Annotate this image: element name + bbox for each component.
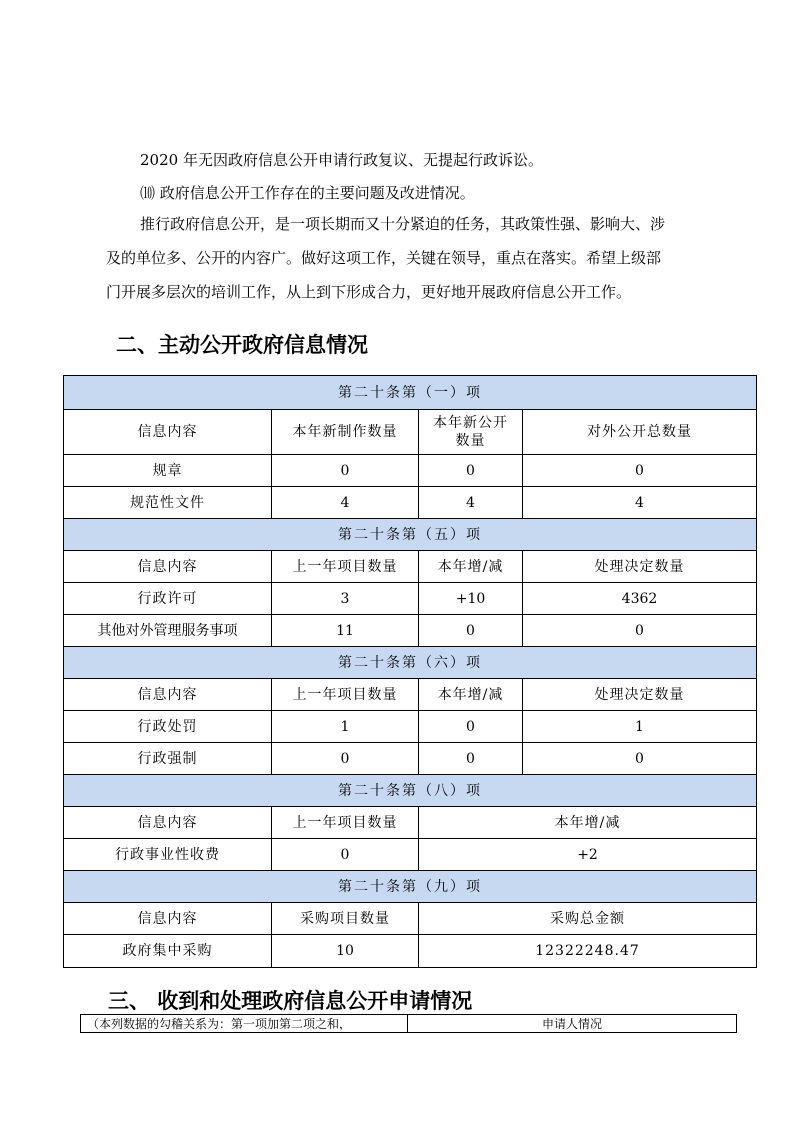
header-prev-year: 上一年项目数量 xyxy=(272,679,419,711)
row-label: 政府集中采购 xyxy=(64,935,272,968)
table-row xyxy=(64,615,757,647)
cell-value: 4 xyxy=(523,487,757,519)
cell-value: 11 xyxy=(272,615,419,647)
cell-value: 0 xyxy=(272,455,419,487)
cell-value: 0 xyxy=(419,743,523,775)
band-art-8: 第二十条第（八）项 xyxy=(64,775,757,807)
cell-value: +10 xyxy=(419,583,523,615)
intro-line-4: 及的单位多、公开的内容广。做好这项工作，关键在领导，重点在落实。希望上级部 xyxy=(106,249,662,267)
band-row xyxy=(64,775,757,807)
cell-value: 3 xyxy=(272,583,419,615)
header-row xyxy=(64,903,757,935)
row-label: 其他对外管理服务事项 xyxy=(64,615,272,647)
section-2-title: 二、主动公开政府信息情况 xyxy=(116,333,368,357)
cell-value: 0 xyxy=(272,743,419,775)
header-info-content: 信息内容 xyxy=(64,410,272,455)
table-row xyxy=(64,935,757,968)
header-prev-year: 上一年项目数量 xyxy=(272,807,419,839)
cell-value: 10 xyxy=(272,935,419,968)
header-new-public: 本年新公开数量 xyxy=(419,410,523,455)
header-info-content: 信息内容 xyxy=(64,807,272,839)
application-table xyxy=(80,1014,737,1033)
header-row xyxy=(64,410,757,455)
intro-line-1: 2020 年无因政府信息公开申请行政复议、无提起行政诉讼。 xyxy=(140,151,543,169)
band-art-9: 第二十条第（九）项 xyxy=(64,871,757,903)
cell-value: 4 xyxy=(419,487,523,519)
header-new-made: 本年新制作数量 xyxy=(272,410,419,455)
header-change: 本年增/减 xyxy=(419,807,757,839)
cell-value: +2 xyxy=(419,839,757,871)
cell-value: 0 xyxy=(419,711,523,743)
table-row xyxy=(64,711,757,743)
intro-line-5: 门开展多层次的培训工作，从上到下形成合力，更好地开展政府信息公开工作。 xyxy=(106,283,632,301)
cell-applicant: 申请人情况 xyxy=(408,1015,737,1033)
table-row xyxy=(64,839,757,871)
header-change: 本年增/减 xyxy=(419,679,523,711)
row-label: 行政许可 xyxy=(64,583,272,615)
cell-note: （本列数据的勾稽关系为：第一项加第二项之和， xyxy=(81,1015,408,1033)
row-label: 行政强制 xyxy=(64,743,272,775)
header-row xyxy=(64,807,757,839)
cell-value: 4 xyxy=(272,487,419,519)
cell-value: 1 xyxy=(523,711,757,743)
header-prev-year: 上一年项目数量 xyxy=(272,551,419,583)
table-row xyxy=(81,1015,737,1033)
band-art-6: 第二十条第（六）项 xyxy=(64,647,757,679)
table-row xyxy=(64,455,757,487)
row-label: 行政事业性收费 xyxy=(64,839,272,871)
cell-value: 0 xyxy=(523,743,757,775)
header-row xyxy=(64,679,757,711)
row-label: 规范性文件 xyxy=(64,487,272,519)
header-info-content: 信息内容 xyxy=(64,551,272,583)
table-row xyxy=(64,583,757,615)
band-row xyxy=(64,519,757,551)
header-change: 本年增/减 xyxy=(419,551,523,583)
band-row xyxy=(64,647,757,679)
band-row xyxy=(64,871,757,903)
row-label: 规章 xyxy=(64,455,272,487)
band-art-1: 第二十条第（一）项 xyxy=(64,376,757,410)
row-label: 行政处罚 xyxy=(64,711,272,743)
cell-value: 12322248.47 xyxy=(419,935,757,968)
band-row xyxy=(64,376,757,410)
intro-line-3: 推行政府信息公开，是一项长期而又十分紧迫的任务，其政策性强、影响大、涉 xyxy=(140,215,666,233)
table-row xyxy=(64,743,757,775)
cell-value: 0 xyxy=(272,839,419,871)
cell-value: 0 xyxy=(419,455,523,487)
cell-value: 0 xyxy=(419,615,523,647)
intro-line-2: ⑽ 政府信息公开工作存在的主要问题及改进情况。 xyxy=(140,184,475,202)
header-purchase-items: 采购项目数量 xyxy=(272,903,419,935)
header-info-content: 信息内容 xyxy=(64,679,272,711)
cell-value: 4362 xyxy=(523,583,757,615)
cell-value: 1 xyxy=(272,711,419,743)
cell-value: 0 xyxy=(523,455,757,487)
band-art-5: 第二十条第（五）项 xyxy=(64,519,757,551)
header-decisions: 处理决定数量 xyxy=(523,679,757,711)
header-row xyxy=(64,551,757,583)
active-disclosure-table xyxy=(63,375,757,968)
header-decisions: 处理决定数量 xyxy=(523,551,757,583)
table-row xyxy=(64,487,757,519)
header-total-public: 对外公开总数量 xyxy=(523,410,757,455)
header-info-content: 信息内容 xyxy=(64,903,272,935)
header-purchase-amount: 采购总金额 xyxy=(419,903,757,935)
cell-value: 0 xyxy=(523,615,757,647)
section-3-title: 三、 收到和处理政府信息公开申请情况 xyxy=(108,989,473,1013)
